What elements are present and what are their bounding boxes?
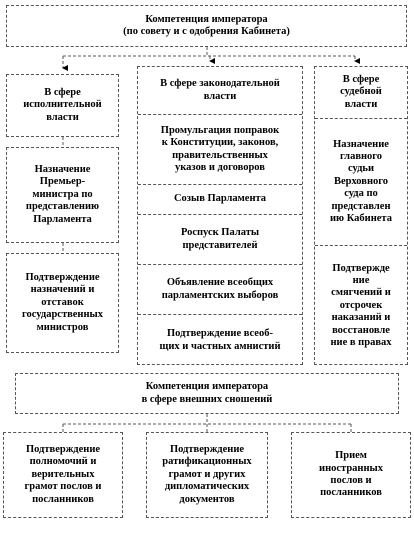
judicial-item-chief-justice: Назначение главного судьи Верховного суда по представлен ию Кабинета <box>315 118 407 245</box>
foreign-relations-box: Компетенция императора в сфере внешних сношений <box>15 373 399 414</box>
legislative-item-amnesty: Подтверждение всеоб- щих и частных амнистий <box>138 314 302 366</box>
executive-item-ministers: Подтверждение назначений и отставок государственных министров <box>6 253 119 353</box>
legislative-item-convocation: Созыв Парламента <box>138 184 302 214</box>
emperor-competence-box: Компетенция императора (по совету и с одобрения Кабинета) <box>6 5 407 47</box>
legislative-item-dissolution: Роспуск Палаты представителей <box>138 214 302 264</box>
legislative-column <box>137 66 303 365</box>
foreign-item-reception: Прием иностранных послов и посланников <box>291 432 411 518</box>
judicial-column <box>314 66 408 365</box>
executive-item-pm: Назначение Премьер- министра по представлению Парламента <box>6 147 119 243</box>
legislative-header: В сфере законодательной власти <box>160 78 280 102</box>
foreign-item-credentials: Подтверждение полномочий и верительных грамот послов и посланников <box>3 432 123 518</box>
executive-header: В сфере исполнительной власти <box>6 74 119 137</box>
judicial-header: В сфере судебной власти <box>340 73 382 110</box>
legislative-item-promulgation: Промульгация поправок к Конституции, законов, правительственных указов и договоров <box>138 114 302 184</box>
legislative-item-elections: Объявление всеобщих парламентских выборов <box>138 264 302 314</box>
judicial-item-pardons: Подтвержде ние смягчений и отсрочек наказаний и восстановле ние в правах <box>315 245 407 366</box>
foreign-item-ratification: Подтверждение ратификационных грамот и других дипломатических документов <box>146 432 268 518</box>
